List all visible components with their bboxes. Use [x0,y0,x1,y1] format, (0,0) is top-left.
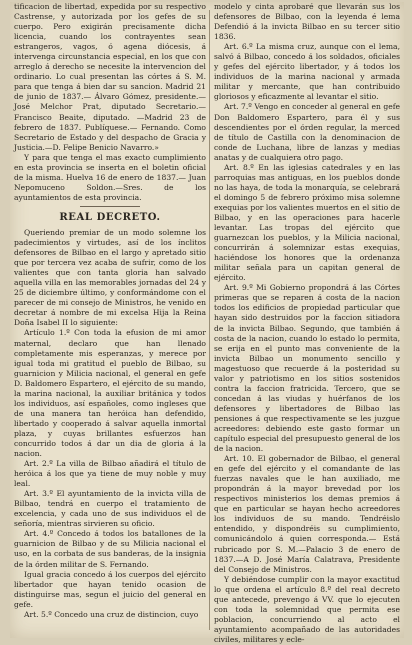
paragraph-closing-instruction: Y debiéndose cumplir con la mayor exactitud lo que ordena el artículo 8.º del real decreto que antecede, prevengo á VV. que lo ejecuten con toda la solemnidad que permita ese poblacion, concurriendo al acto el ayuntamiento acompañado de las autoridades civiles, militares y ecle- [214,574,400,644]
paragraph-article-5-cont: modelo y cinta aprobaré que llevarán sus los defensores de Bilbao, con la leyenda é lema Defendió á la invicta Bilbao en su tercer sitio 1836. [214,2,400,42]
paragraph-article-3: Art. 3.º El ayuntamiento de la invicta villa de Bilbao, tendrá en cuerpo el tratamiento de excelencia, y cada uno de sus individuos el de señoría, mientras sirvieren su oficio. [14,489,206,529]
newspaper-page [10,2,404,644]
paragraph-preamble: Queriendo premiar de un modo solemne los padecimientos y virtudes, así de los ínclitos defensores de Bilbao en el largo y apretado sitio que por tercera vez acaba de sufrir, como de los valientes que con tanta gloria han salvado aquella villa en las memorables jornadas del 24 y 25 de diciembre último, y conformándome con el parecer de mi consejo de Ministros, he venido en decretar á nombre de mi excelsa Hija la Reina Doña Isabel II lo siguiente: [14,227,206,328]
paragraph-article-4: Art. 4.º Concedo á todos los batallones de la guarnicion de Bilbao y de su Milicia nacional el uso, en la corbata de sus banderas, de la insignia de la órden militar de S. Fernando. [14,529,206,569]
separator-rule [80,206,140,207]
left-column [14,2,206,638]
paragraph-article-9: Art. 9.º Mi Gobierno propondrá á las Córtes primeras que se reparen á costa de la nacion todos los edificios de propiedad particular que hayan sido destruidos por la faccion sitiadora de la invicta Bilbao. Segundo, que también á costa de la nacion, cuando lo estado lo permita, se erija en el punto mas conveniente de la invicta Bilbao un monumento sencillo y magestuoso que recuerde á la posteridad su valor y patriotismo en los sitios sostenidos contra la faccion fratricida. Tercero, que se concedan á las viudas y huérfanos de los defensores y libertadores de Bilbao las pensiones á que respectivamente se les juzgue acreedores: debiendo este gasto formar un capítulo especial del presupuesto general de los de la nacion. [214,283,400,454]
paragraph-article-6: Art. 6.º La misma cruz, aunque con el lema, salvó á Bilbao, concedo á los soldados, oficiales y gefes del ejército libertador, y á todos los individuos de la marina nacional y armada militar y mercante, que han contribuido gloriosos y eficazmente al levantar el sitio. [214,42,400,102]
column-divider [209,10,210,630]
paragraph-article-1: Artículo 1.º Con toda la efusion de mi amor maternal, declaro que han llenado completamente mis esperanzas, y merece por igual toda mi gratitud el pueblo de Bilbao, su guarnicion y Milicia nacional, el general en gefe D. Baldomero Espartero, el ejército de su mando, la marina nacional, la auxiliar británica y todos los individuos, así españoles, como ingleses que de una manera tan heróica han defendido, libertado y cooperado á salvar aquella inmortal plaza, y cuyas brillantes esfuerzos han concurrido todos á dar un dia de gloria á la nacion. [14,328,206,459]
paragraph-article-10: Art. 10. El gobernador de Bilbao, el general en gefe del ejército y el comandante de las fuerzas navales que le han auxiliado, me propondrán á la mayor brevedad por los respectivos ministerios los demas premios á que en particular se hayan hecho acreedores los individuos de su mando. Tendréislo entendido, y dispondréis su cumplimiento, comunicándolo á quien corresponda.— Está rubricado por S. M.—Palacio 3 de enero de 1837.—A D. José María Calatrava, Presidente del Consejo de Ministros. [214,454,400,574]
paragraph-article-2: Art. 2.º La villa de Bilbao añadirá el título de heróica á los que ya tiene de muy noble y muy leal. [14,459,206,489]
paragraph-licencia-decree-end: tificacion de libertad, expedida por su respectivo Castrense, y autorizada por los gefes de su cuerpo. Pero exigirán precisamente dicha licencia, cuando los contrayentes sean estrangeros, vagos, ó agena diócesis, á intervenga circunstancia especial, en los que con arreglo á derecho se necesite la intervencion del ordinario. Lo cual presentan las córtes á S. M. para que tenga á bien dar su sancion. Madrid 21 de junio de 1837.— Álvaro Gómez, presidente.—José Melchor Prat, diputado Secretario.—Francisco Beaite, diputado. —Madrid 23 de febrero de 1837. Publíquese.— Fernando. Como Secretario de Estado y del despacho de Gracia y Justicia.—D. Felipe Benicio Navarro.» [14,2,206,152]
paragraph-article-8: Art. 8.º En las iglesias catedrales y en las parroquias mas antiguas, en los pueblos donde no las haya, de toda la monarquía, se celebrará el domingo 5 de febrero próximo misa solemne exequias por los valientes muertos en el sitio de Bilbao, y en las operaciones para hacerle levantar. Las tropas del ejército que guarnezcan los pueblos, y la Milicia nacional, concurrirán á solemnizar estas exequias, haciéndose los honores que la ordenanza militar señala para un capitan general de ejército. [214,162,400,283]
heading-real-decreto: REAL DECRETO. [59,211,161,223]
paragraph-provincial-insertion: Y para que tenga el mas exacto cumplimiento en esta provincia se inserta en el boletin oficial de la misma. Huelva 16 de enero de 1837.— Juan Nepomuceno Soldon.—Sres. de los ayuntamientos de esta provincia. [14,152,206,202]
paragraph-article-4-cont: Igual gracia concedo á los cuerpos del ejército libertador que hayan tenido ocasion de distinguirse mas, segun el juicio del general en gefe. [14,569,206,609]
right-column [214,2,400,644]
paragraph-article-7: Art. 7.º Vengo en conceder al general en gefe Don Baldomero Espartero, para él y sus descendientes por el órden regular, la merced de título de Castilla con la denominacion de conde de Luchana, libre de lanzas y medias anatas y de cualquiera otro pago. [214,102,400,162]
paragraph-article-5: Art. 5.º Concedo una cruz de distincion, cuyo [24,609,199,619]
